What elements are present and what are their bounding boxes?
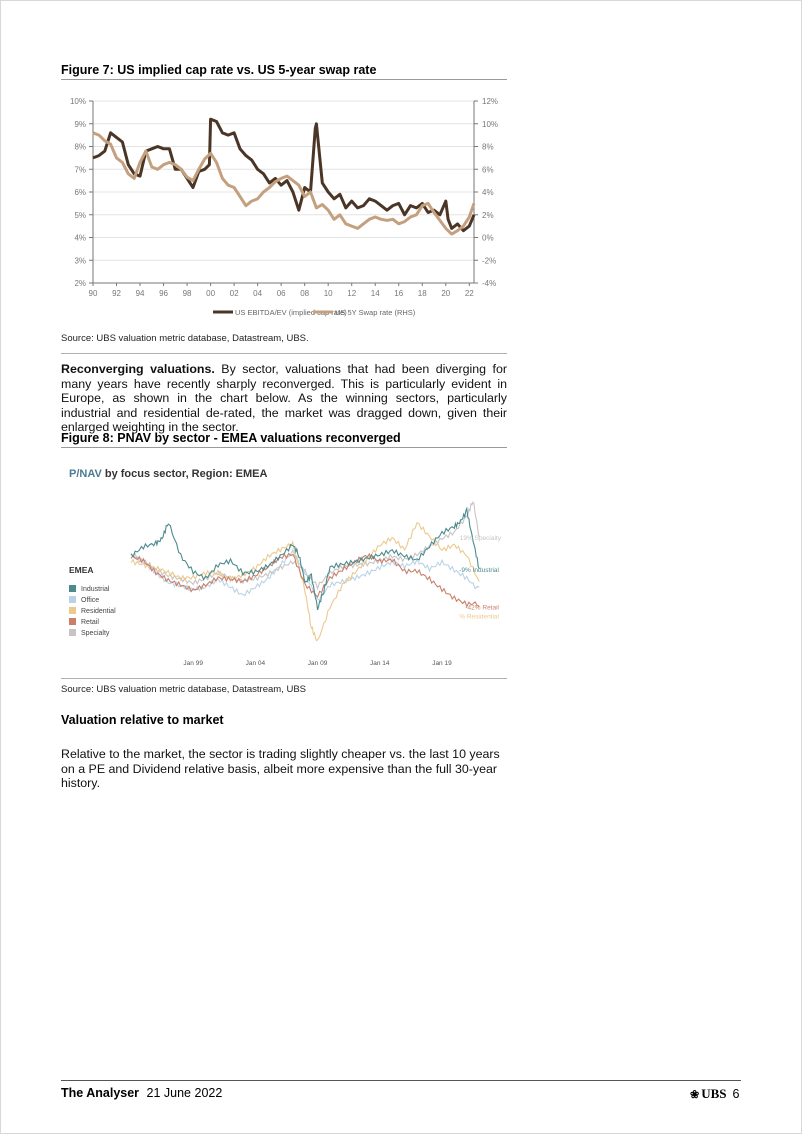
annotation-industrial: -9% Industrial: [459, 566, 499, 574]
x-tick-label: 22: [464, 289, 474, 298]
annotation-specialty: 19% Specialty: [459, 534, 501, 542]
chart8-legend-title: EMEA: [69, 565, 94, 575]
x-tick-label: Jan 14: [369, 660, 390, 667]
legend-label-ebitda: US EBITDA/EV (implied cap rate): [235, 308, 347, 317]
y-left-tick-label: 5%: [74, 210, 86, 220]
footer-publication-info: [61, 1086, 222, 1100]
ubs-keys-icon: ❀: [690, 1088, 700, 1101]
divider: [61, 353, 507, 354]
y-left-tick-label: 2%: [74, 279, 86, 288]
paragraph-reconverging: [61, 362, 507, 435]
figure8-source: Source: UBS valuation metric database, Datastream, UBS: [61, 684, 307, 695]
y-left-tick-label: 7%: [74, 165, 86, 175]
figure7-title: Figure 7: US implied cap rate vs. US 5-year swap rate: [61, 63, 507, 80]
footer-rule: [61, 1080, 741, 1081]
y-right-tick-label: 10%: [482, 119, 499, 129]
paragraph-lead: Reconverging valuations.: [61, 362, 215, 376]
legend-label-industrial: Industrial: [81, 586, 110, 593]
y-left-tick-label: 4%: [74, 233, 86, 243]
figure7-chart-container: [61, 92, 507, 329]
y-right-tick-label: 8%: [482, 142, 494, 152]
section-heading: Valuation relative to market: [61, 713, 224, 727]
y-left-tick-label: 3%: [74, 256, 86, 266]
y-right-tick-label: -2%: [482, 256, 497, 266]
ubs-logo: [690, 1086, 727, 1102]
x-tick-label: Jan 04: [245, 660, 266, 667]
section-paragraph: Relative to the market, the sector is trading slightly cheaper vs. the last 10 years on a PE and Dividend relative basis, albeit more expensive than the full 30-year history.: [61, 747, 500, 791]
y-right-tick-label: 2%: [482, 210, 494, 220]
chart8-title-highlight: P/NAV: [69, 468, 102, 480]
y-left-tick-label: 9%: [74, 119, 86, 129]
legend-swatch-retail: [69, 618, 76, 625]
x-tick-label: 12: [347, 289, 357, 298]
x-tick-label: 18: [417, 289, 427, 298]
legend-label-office: Office: [81, 597, 100, 604]
annotation-retail: -42% Retail: [465, 604, 499, 612]
y-left-tick-label: 6%: [74, 188, 86, 197]
chart8-title-rest: by focus sector, Region: EMEA: [101, 468, 268, 480]
x-tick-label: 06: [276, 289, 286, 298]
y-left-tick-label: 8%: [74, 142, 86, 152]
footer-date: 21 June 2022: [146, 1086, 223, 1100]
paragraph-body: By sector, valuations that had been diverging for many years have recently sharply reconverged. This is particularly evident in Europe, as shown in the chart below. As the winning sectors, particularly industrial and residential de-rated, the market was dragged down, given their enlarged weighting in the sector.: [61, 362, 507, 435]
legend-label-residential: Residential: [81, 608, 116, 615]
chart8-title: [69, 468, 268, 480]
x-tick-label: 02: [229, 289, 239, 298]
x-tick-label: 90: [88, 289, 98, 298]
x-tick-label: Jan 19: [432, 660, 452, 667]
x-tick-label: 14: [370, 289, 380, 298]
x-tick-label: 10: [323, 289, 333, 298]
legend-label-retail: Retail: [81, 619, 99, 626]
x-tick-label: 92: [112, 289, 121, 298]
figure7-source: Source: UBS valuation metric database, Datastream, UBS.: [61, 333, 309, 344]
y-right-tick-label: 12%: [482, 97, 499, 106]
figure8-title: Figure 8: PNAV by sector - EMEA valuations reconverged: [61, 431, 507, 448]
legend-swatch-office: [69, 596, 76, 603]
legend-swatch-specialty: [69, 629, 76, 636]
page-number: 6: [732, 1087, 740, 1101]
legend-label-specialty: Specialty: [81, 630, 110, 637]
x-tick-label: 16: [394, 289, 404, 298]
figure8-chart: [61, 455, 507, 675]
y-right-tick-label: 6%: [482, 165, 494, 175]
footer-brand: [690, 1086, 739, 1102]
legend-label-swap: US 5Y Swap rate (RHS): [335, 308, 416, 317]
x-tick-label: Jan 09: [307, 660, 328, 667]
ubs-logo-text: UBS: [701, 1086, 727, 1101]
legend-swatch-industrial: [69, 585, 76, 592]
x-tick-label: 00: [206, 289, 216, 298]
y-left-tick-label: 10%: [69, 97, 86, 106]
y-right-tick-label: 4%: [482, 188, 494, 197]
x-tick-label: 08: [300, 289, 310, 298]
divider: [61, 678, 507, 679]
y-right-tick-label: -4%: [482, 279, 497, 288]
x-tick-label: 98: [182, 289, 192, 298]
x-tick-label: 20: [441, 289, 451, 298]
x-tick-label: 04: [253, 289, 263, 298]
figure8-chart-container: [61, 455, 507, 680]
x-tick-label: 96: [159, 289, 169, 298]
annotation-residential: % Residential: [459, 613, 499, 621]
x-tick-label: 94: [135, 289, 145, 298]
footer-publication: The Analyser: [61, 1086, 140, 1100]
legend-swatch-residential: [69, 607, 76, 614]
x-tick-label: Jan 99: [183, 660, 203, 667]
y-right-tick-label: 0%: [482, 233, 494, 243]
figure7-chart: [61, 92, 507, 324]
